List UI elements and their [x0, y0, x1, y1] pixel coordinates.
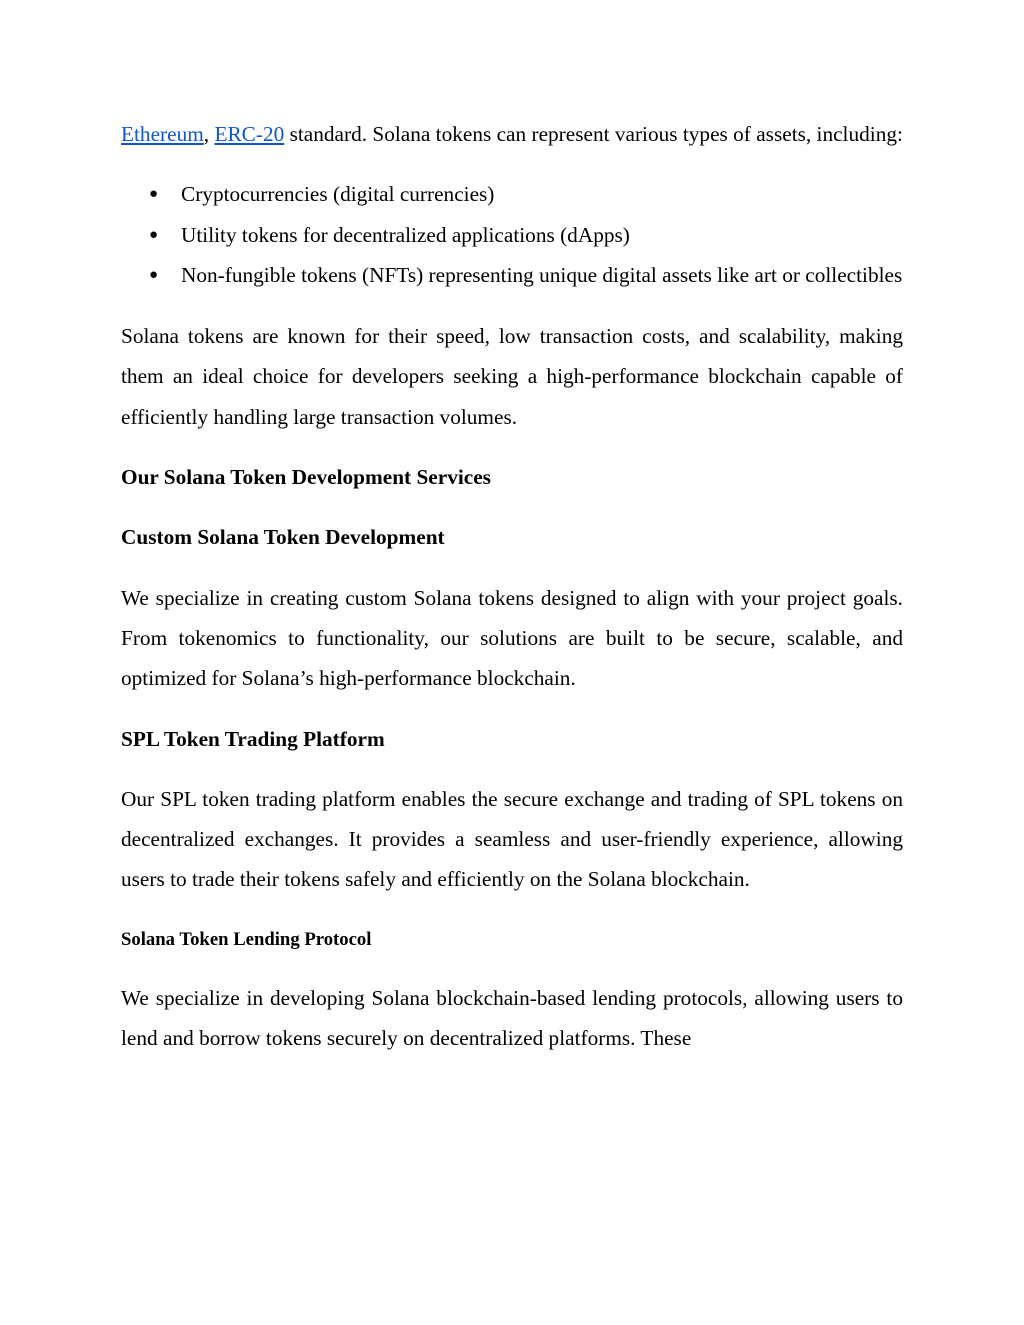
intro-separator: ,: [203, 122, 215, 146]
list-item: [149, 174, 903, 214]
speed-paragraph: Solana tokens are known for their speed, low transaction costs, and scalability, making them an ideal choice for developers seeking a high-performance blockchain capable of efficiently handling large transaction volumes.: [121, 324, 903, 429]
lending-protocol-heading: Solana Token Lending Protocol: [121, 928, 372, 950]
custom-token-heading: Custom Solana Token Development: [121, 525, 445, 550]
lending-protocol-paragraph: We specialize in developing Solana blockchain-based lending protocols, allowing users to lend and borrow tokens securely on decentralized platforms. These: [121, 986, 903, 1051]
ethereum-link[interactable]: Ethereum: [121, 122, 204, 146]
spl-trading-heading: SPL Token Trading Platform: [121, 726, 385, 751]
bullet-icon: ●: [149, 266, 159, 283]
document-page: [121, 114, 903, 1079]
list-item-text: Non-fungible tokens (NFTs) representing unique digital assets like art or collectibles: [181, 262, 903, 287]
list-item-text: Cryptocurrencies (digital currencies): [181, 182, 495, 207]
list-item-text: Utility tokens for decentralized applications (dApps): [181, 222, 630, 247]
spl-trading-paragraph: Our SPL token trading platform enables the secure exchange and trading of SPL tokens on decentralized exchanges. It provides a seamless and user-friendly experience, allowing users to trade their tokens safely and efficiently on the Solana blockchain.: [121, 786, 903, 892]
list-item: [149, 255, 903, 295]
services-heading: Our Solana Token Development Services: [121, 465, 491, 490]
list-item: [149, 215, 903, 255]
bullet-icon: ●: [149, 226, 159, 243]
bullet-icon: ●: [149, 186, 159, 203]
asset-types-list: [121, 174, 903, 295]
intro-paragraph: [121, 114, 903, 154]
intro-text: standard. Solana tokens can represent various types of assets, including:: [284, 122, 903, 146]
custom-token-paragraph: We specialize in creating custom Solana tokens designed to align with your project goals. From tokenomics to functionality, our solutions are built to be secure, scalable, and optimized for Solana’s high-performance blockchain.: [121, 585, 903, 691]
erc20-link[interactable]: ERC-20: [214, 122, 285, 146]
